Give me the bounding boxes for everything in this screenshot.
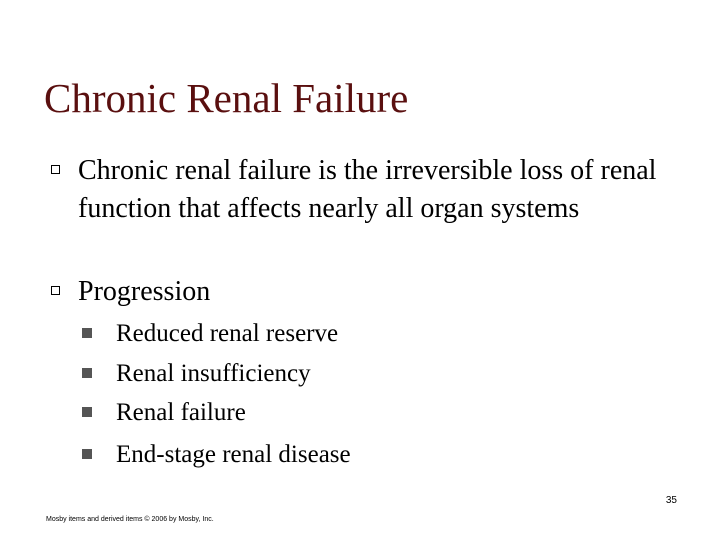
bullet-text: Chronic renal failure is the irreversible loss of renal function that affects nearly all organ systems (78, 155, 657, 224)
sub-bullet-item (80, 397, 246, 429)
hollow-square-bullet-icon (48, 273, 78, 311)
sub-bullet-text: Renal insufficiency (116, 360, 311, 387)
sub-bullet-text: Reduced renal reserve (116, 320, 339, 347)
filled-square-bullet-icon (80, 397, 116, 429)
sub-bullet-text: Renal failure (116, 399, 246, 426)
bullet-item (48, 152, 678, 228)
filled-square-bullet-icon (80, 358, 116, 390)
slide-title: Chronic Renal Failure (44, 75, 409, 121)
filled-square-bullet-icon (80, 439, 116, 471)
filled-square-bullet-icon (80, 318, 116, 350)
bullet-text: Progression (78, 276, 211, 307)
sub-bullet-item (80, 439, 351, 471)
page-number: 35 (665, 495, 677, 506)
sub-bullet-item (80, 318, 338, 350)
copyright-footer: Mosby items and derived items © 2006 by Mosby, Inc. (46, 516, 214, 523)
bullet-item (48, 273, 678, 311)
sub-bullet-text: End-stage renal disease (116, 441, 351, 468)
hollow-square-bullet-icon (48, 152, 78, 190)
sub-bullet-item (80, 358, 311, 390)
